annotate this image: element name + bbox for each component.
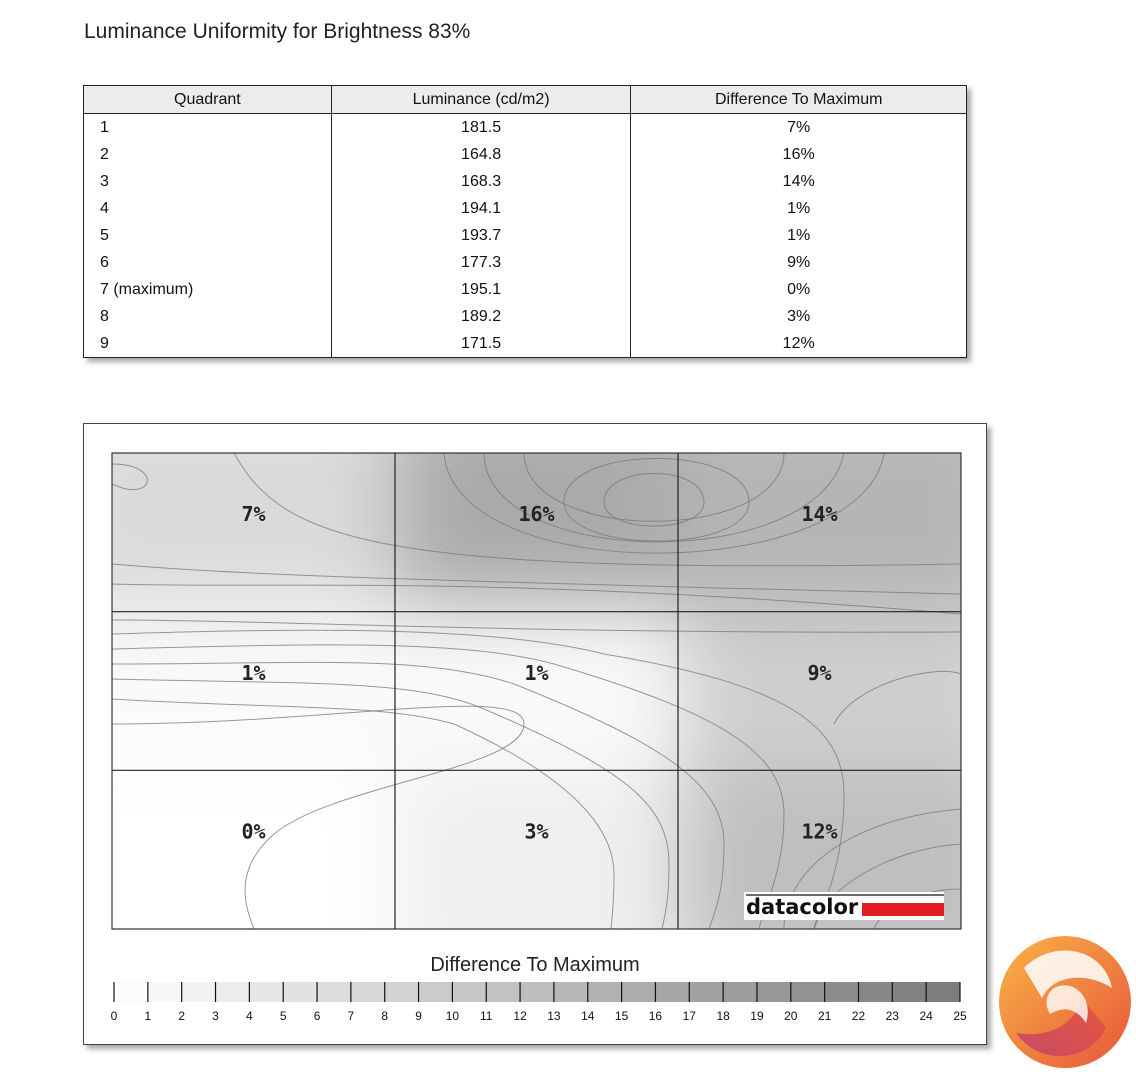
scale-tick-label: 23	[885, 1009, 899, 1023]
cell-luminance: 194.1	[331, 195, 631, 222]
cell-difference: 9%	[631, 249, 967, 276]
cell-difference: 3%	[631, 303, 967, 330]
scale-swatch	[588, 982, 622, 1002]
heatmap-cell	[84, 770, 395, 989]
color-scale	[111, 982, 967, 1023]
scale-tick-label: 0	[110, 1009, 118, 1023]
scale-swatch	[892, 982, 926, 1002]
cell-difference: 16%	[631, 141, 967, 168]
scale-tick-label: 8	[381, 1009, 389, 1023]
cell-quadrant: 8	[84, 303, 332, 330]
heatmap-cell	[84, 612, 395, 771]
table-row	[84, 114, 967, 142]
cell-luminance: 177.3	[331, 249, 631, 276]
cell-quadrant: 2	[84, 141, 332, 168]
scale-swatch	[385, 982, 419, 1002]
scale-swatch	[249, 982, 283, 1002]
column-header-difference: Difference To Maximum	[631, 86, 967, 114]
scale-tick-label: 5	[279, 1009, 287, 1023]
table-row	[84, 303, 967, 330]
cell-quadrant: 1	[84, 114, 332, 142]
column-header-quadrant: Quadrant	[84, 86, 332, 114]
scale-tick-label: 11	[480, 1009, 493, 1023]
quadrant-value-label: 14%	[801, 502, 838, 527]
scale-swatch	[283, 982, 317, 1002]
scale-swatch	[926, 982, 960, 1002]
scale-swatch	[520, 982, 554, 1002]
datacolor-logo-text: datacolor	[746, 895, 859, 919]
scale-swatch	[723, 982, 757, 1002]
scale-tick-label: 9	[415, 1009, 422, 1023]
table-row	[84, 195, 967, 222]
cell-luminance: 193.7	[331, 222, 631, 249]
scale-tick-label: 12	[513, 1009, 527, 1023]
cell-difference: 0%	[631, 276, 967, 303]
scale-tick-label: 2	[178, 1009, 186, 1023]
table-row	[84, 276, 967, 303]
quadrant-value-label: 9%	[807, 660, 832, 685]
scale-swatch	[452, 982, 486, 1002]
scale-swatch	[858, 982, 892, 1002]
datacolor-logo-bar	[862, 903, 944, 916]
scale-swatch	[419, 982, 453, 1002]
scale-tick-label: 16	[648, 1009, 663, 1023]
datacolor-logo	[744, 892, 944, 920]
scale-tick-label: 19	[750, 1009, 764, 1023]
cell-luminance: 164.8	[331, 141, 631, 168]
cell-luminance: 195.1	[331, 276, 631, 303]
uniformity-chart-panel	[83, 423, 987, 1045]
cell-quadrant: 9	[84, 330, 332, 358]
cell-difference: 7%	[631, 114, 967, 142]
scale-tick-label: 3	[212, 1009, 219, 1023]
scale-tick-label: 4	[246, 1009, 253, 1023]
scale-tick-label: 7	[347, 1009, 355, 1023]
scale-swatch	[182, 982, 216, 1002]
heatmap-cell	[395, 612, 678, 771]
scale-swatch	[351, 982, 385, 1002]
scale-swatch	[486, 982, 520, 1002]
cell-difference: 1%	[631, 222, 967, 249]
scale-tick-label: 6	[313, 1009, 321, 1023]
quadrant-value-label: 1%	[241, 660, 266, 685]
site-logo	[994, 928, 1136, 1076]
page-title: Luminance Uniformity for Brightness 83%	[84, 20, 471, 43]
scale-swatch	[216, 982, 250, 1002]
luminance-table-container	[83, 85, 967, 358]
scale-tick-label: 13	[547, 1009, 561, 1023]
table-row	[84, 330, 967, 358]
cell-luminance: 171.5	[331, 330, 631, 358]
quadrant-value-label: 0%	[241, 819, 266, 844]
cell-difference: 1%	[631, 195, 967, 222]
scale-swatch	[622, 982, 656, 1002]
cell-luminance: 181.5	[331, 114, 631, 142]
cell-luminance: 168.3	[331, 168, 631, 195]
quadrant-value-label: 16%	[518, 502, 555, 527]
quadrant-value-label: 7%	[241, 502, 266, 527]
scale-tick-label: 20	[784, 1009, 798, 1023]
scale-swatch	[114, 982, 148, 1002]
quadrant-value-label: 3%	[524, 819, 549, 844]
scale-tick-label: 17	[682, 1009, 696, 1023]
cell-quadrant: 6	[84, 249, 332, 276]
scale-swatch	[554, 982, 588, 1002]
scale-title: Difference To Maximum	[430, 954, 640, 976]
scale-swatch	[689, 982, 723, 1002]
scale-tick-label: 25	[953, 1009, 967, 1023]
scale-tick-label: 24	[919, 1009, 933, 1023]
quadrant-value-label: 12%	[801, 819, 838, 844]
scale-tick-label: 21	[817, 1009, 832, 1023]
scale-tick-label: 1	[144, 1009, 152, 1023]
heatmap-cell	[84, 424, 395, 612]
cell-luminance: 189.2	[331, 303, 631, 330]
cell-quadrant: 3	[84, 168, 332, 195]
table-row	[84, 222, 967, 249]
column-header-luminance: Luminance (cd/m2)	[331, 86, 631, 114]
scale-swatch	[791, 982, 825, 1002]
table-header-row	[84, 86, 967, 114]
scale-tick-label: 14	[581, 1009, 595, 1023]
luminance-table	[83, 85, 967, 358]
table-row	[84, 249, 967, 276]
scale-swatch	[148, 982, 182, 1002]
cell-quadrant: 7 (maximum)	[84, 276, 332, 303]
quadrant-value-label: 1%	[524, 660, 549, 685]
scale-swatch	[757, 982, 791, 1002]
table-row	[84, 168, 967, 195]
cell-difference: 12%	[631, 330, 967, 358]
cell-difference: 14%	[631, 168, 967, 195]
scale-tick-label: 15	[614, 1009, 629, 1023]
cell-quadrant: 5	[84, 222, 332, 249]
scale-tick-label: 22	[851, 1009, 866, 1023]
scale-tick-label: 10	[445, 1009, 460, 1023]
scale-swatch	[825, 982, 859, 1002]
uniformity-chart	[84, 424, 986, 1044]
scale-swatch	[317, 982, 351, 1002]
table-row	[84, 141, 967, 168]
cell-quadrant: 4	[84, 195, 332, 222]
scale-swatch	[655, 982, 689, 1002]
scale-tick-label: 18	[716, 1009, 730, 1023]
